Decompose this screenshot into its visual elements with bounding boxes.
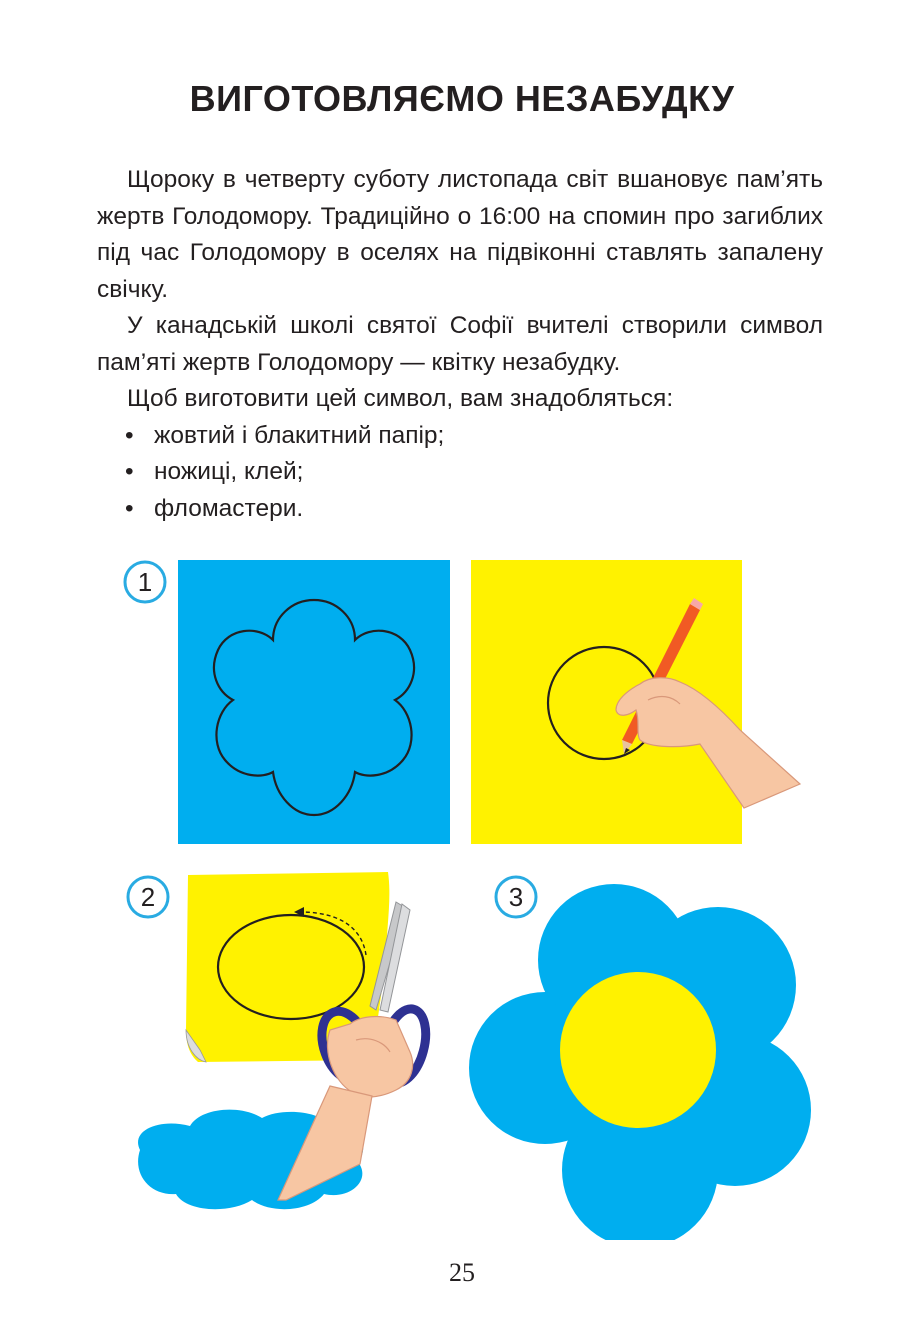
bullet-marker: • [125,494,134,522]
material-markers: фломастери. [154,494,304,522]
page-title: ВИГОТОВЛЯЄМО НЕЗАБУДКУ [189,78,735,119]
list-item [97,491,823,528]
step-2-number: 2 [140,882,156,912]
material-scissors-glue: ножиці, клей; [154,458,304,485]
step-1-number: 1 [137,567,153,597]
step-3-badge [496,877,536,917]
list-item [97,454,823,491]
bullet-marker: • [125,458,134,485]
step-2-badge [128,877,168,917]
paragraph-symbol: У канадській школі святої Софії вчителі створили символ пам’яті жертв Голодомору — квітку незабудку. [97,312,823,376]
instructions-illustration [0,540,924,1240]
material-paper: жовтий і блакитний папір; [154,421,445,449]
bullet-marker: • [125,421,134,449]
blue-paper-with-flower-outline [178,560,450,844]
materials-list [97,418,823,528]
step-1-badge [125,562,165,602]
page-number: 25 [449,1258,475,1287]
step-3-number: 3 [508,882,524,912]
paragraph-materials-intro: Щоб виготовити цей символ, вам знадобляться: [127,385,674,412]
list-item [97,418,823,455]
body-text [97,162,823,527]
finished-forget-me-not-flower-icon [469,884,811,1240]
paragraph-intro: Щороку в четверту суботу листопада світ вшановує пам’ять жертв Голодомору. Традиційно о 16:00 на спомин про загиблих під час Голодомору в оселях на підвіконні ставлять запалену свічку. [97,166,823,303]
